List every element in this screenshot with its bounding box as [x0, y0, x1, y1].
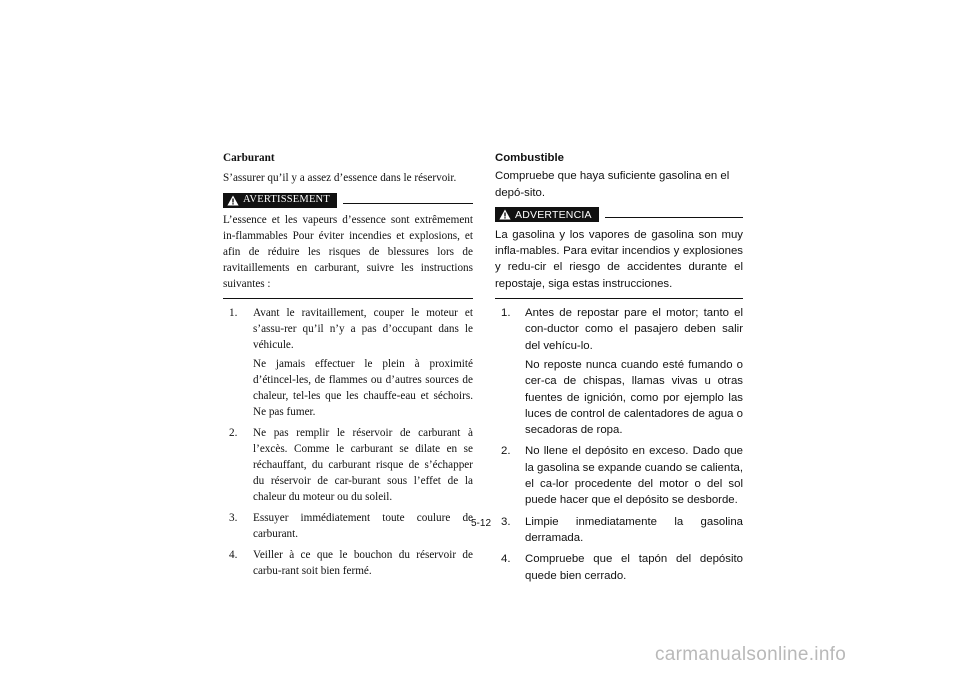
step-item: [223, 510, 473, 545]
section-title: Combustible: [495, 152, 564, 164]
step-number: 3.: [229, 512, 238, 524]
step-paragraph: No reposte nunca cuando esté fumando o cer-ca de chispas, llamas vivas u otras fuentes de ignición, como por ejemplo las luces de control de calentadores de agua o secadoras de ropa.: [525, 358, 743, 437]
step-number: 1.: [229, 307, 238, 319]
step-number: 2.: [229, 427, 238, 439]
step-paragraph: Ne jamais effectuer le plein à proximité d’étincel-les, de flammes ou d’autres sources de chaleur, tel-les que les chauffe-eau et séchoirs. Ne pas fumer.: [253, 358, 473, 418]
warning-triangle-icon: [227, 195, 239, 206]
step-body: [249, 510, 473, 545]
step-body: [249, 547, 473, 582]
warning-header: [495, 207, 743, 223]
step-body: [521, 551, 743, 587]
watermark: carmanualsonline.info: [655, 644, 847, 665]
warning-badge: [223, 193, 337, 208]
step-number: 4.: [229, 549, 238, 561]
step-paragraph: Compruebe que el tapón del depósito quede bien cerrado.: [525, 553, 743, 582]
section-title: Carburant: [223, 152, 275, 164]
french-column: [223, 150, 473, 584]
step-paragraph: Avant le ravitaillement, couper le moteur et s’assu-rer qu’il n’y a pas d’occupant dans le véhicule.: [253, 307, 473, 351]
step-body: [521, 514, 743, 550]
step-item: [495, 551, 743, 587]
step-paragraph: Antes de repostar pare el motor; tanto el con-ductor como el pasajero deben salir del vehícu-lo.: [525, 307, 743, 352]
step-paragraph: Veiller à ce que le bouchon du réservoir de carbu-rant soit bien fermé.: [253, 549, 473, 577]
warning-label: ADVERTENCIA: [515, 208, 592, 221]
step-body: [249, 305, 473, 423]
step-item: [495, 514, 743, 550]
warning-rule: [605, 217, 743, 218]
step-paragraph: Limpie inmediatamente la gasolina derramada.: [525, 515, 743, 544]
step-paragraph: No llene el depósito en exceso. Dado que la gasolina se expande cuando se calienta, el ca-lor procedente del motor o del sol puede hacer que el depósito se desborde.: [525, 445, 743, 507]
step-body: [249, 425, 473, 508]
step-body: [521, 443, 743, 511]
step-item: [223, 547, 473, 582]
step-item: [223, 305, 473, 423]
step-paragraph: Essuyer immédiatement toute coulure de carburant.: [253, 512, 473, 540]
warning-header: [223, 192, 473, 208]
step-number: 2.: [501, 445, 511, 458]
step-item: [223, 425, 473, 508]
step-number: 4.: [501, 553, 511, 566]
step-body: [521, 305, 743, 441]
warning-rule: [343, 203, 473, 204]
page-number: 5-12: [470, 518, 491, 529]
step-paragraph: Ne pas remplir le réservoir de carburant à l’excès. Comme le carburant se dilate en se réchauffant, du carburant risque de s’échapper du réservoir de car-burant sous l’effet de la chaleur du moteur ou du soleil.: [253, 427, 473, 503]
warning-text: L’essence et les vapeurs d’essence sont extrêmement in-flammables Pour éviter incendies et explosions, et afin de réduire les risques de blessures lors de ravitaillements en carburant, suivre les instructions suivantes :: [223, 212, 473, 299]
spanish-column: [495, 150, 743, 589]
warning-triangle-icon: [499, 209, 511, 220]
step-number: 1.: [501, 307, 511, 320]
step-item: [495, 443, 743, 511]
section-intro: S’assurer qu’il y a assez d’essence dans le réservoir.: [223, 172, 457, 184]
warning-text: La gasolina y los vapores de gasolina son muy infla-mables. Para evitar incendios y explosiones y redu-cir el riesgo de accidentes durante el repostaje, siga estas instrucciones.: [495, 227, 743, 299]
section-intro: Compruebe que haya suficiente gasolina en el depó-sito.: [495, 170, 730, 199]
steps-list: [223, 305, 473, 582]
step-number: 3.: [501, 515, 511, 528]
steps-list: [495, 305, 743, 587]
warning-badge: [495, 207, 599, 222]
warning-label: AVERTISSEMENT: [243, 194, 330, 205]
step-item: [495, 305, 743, 441]
